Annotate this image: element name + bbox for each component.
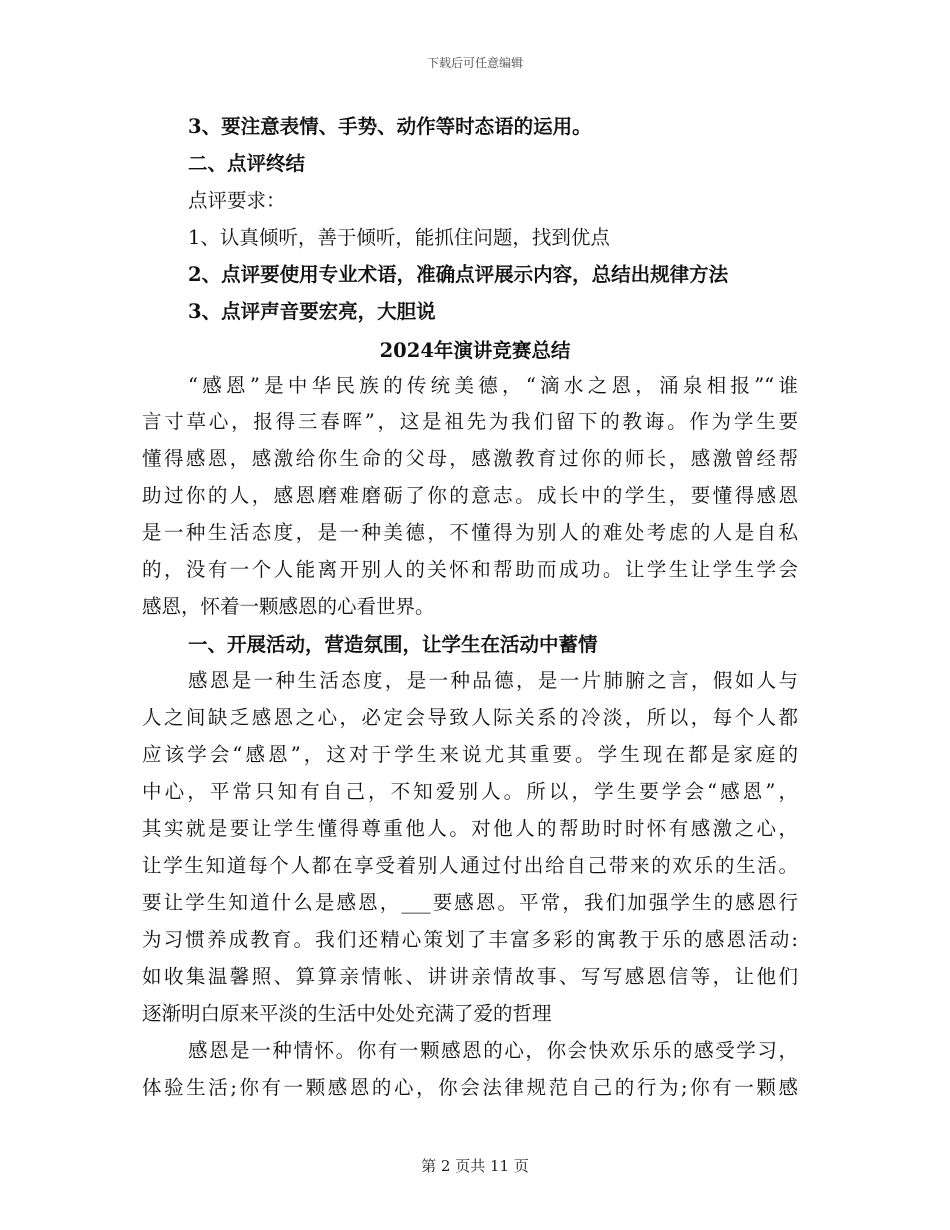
paragraph-line: “感恩”是中华民族的传统美德，“滴水之恩，涌泉相报”“谁 <box>188 374 798 397</box>
paragraph-line: 言寸草心，报得三春晖”，这是祖先为我们留下的教诲。作为学生要 <box>142 410 798 433</box>
paragraph-line: 人之间缺乏感恩之心，必定会导致人际关系的冷淡，所以，每个人都 <box>142 706 798 729</box>
paragraph-line: 应该学会“感恩”，这对于学生来说尤其重要。学生现在都是家庭的 <box>142 743 798 766</box>
page-header: 下载后可任意编辑 <box>426 56 523 70</box>
paragraph-line: 体验生活;你有一颗感恩的心，你会法律规范自己的行为;你有一颗感 <box>142 1076 798 1099</box>
paragraph-line: 中心，平常只知有自己，不知爱别人。所以，学生要学会“感恩”， <box>142 780 798 803</box>
page-footer: 第 2 页共 11 页 <box>421 1157 529 1175</box>
paragraph-line: 感恩是一种生活态度，是一种品德，是一片肺腑之言，假如人与 <box>188 669 798 692</box>
paragraph-line: 让学生知道每个人都在享受着别人通过付出给自己带来的欢乐的生活。 <box>142 854 798 877</box>
paragraph-line: 如收集温馨照、算算亲情帐、讲讲亲情故事、写写感恩信等，让他们 <box>142 965 798 988</box>
paragraph-line: 是一种生活态度，是一种美德，不懂得为别人的难处考虑的人是自私 <box>142 521 798 544</box>
list-item: 1、认真倾听，善于倾听，能抓住问题，找到优点 <box>188 226 610 249</box>
section-heading: 一、开展活动，营造氛围，让学生在活动中蓄情 <box>188 633 598 656</box>
paragraph-line: 为习惯养成教育。我们还精心策划了丰富多彩的寓教于乐的感恩活动: <box>142 928 798 951</box>
paragraph-line: 懂得感恩，感激给你生命的父母，感激教育过你的师长，感激曾经帮 <box>142 447 798 470</box>
paragraph-line: 感恩，怀着一颗感恩的心看世界。 <box>142 595 435 618</box>
list-item: 2、点评要使用专业术语，准确点评展示内容，总结出规律方法 <box>188 263 729 286</box>
list-item: 3、点评声音要宏亮，大胆说 <box>188 300 436 323</box>
paragraph-line: 助过你的人，感恩磨难磨砺了你的意志。成长中的学生，要懂得感恩 <box>142 484 798 507</box>
list-item: 3、要注意表情、手势、动作等时态语的运用。 <box>188 115 592 138</box>
document-title: 2024年演讲竞赛总结 <box>379 339 571 362</box>
paragraph-line: 点评要求： <box>188 189 286 212</box>
paragraph-line: 的，没有一个人能离开别人的关怀和帮助而成功。让学生让学生学会 <box>142 558 798 581</box>
paragraph-line: 感恩是一种情怀。你有一颗感恩的心，你会快欢乐乐的感受学习， <box>188 1039 798 1062</box>
paragraph-line: 要让学生知道什么是感恩，___要感恩。平常，我们加强学生的感恩行 <box>142 891 798 914</box>
paragraph-line: 其实就是要让学生懂得尊重他人。对他人的帮助时时怀有感激之心， <box>142 817 798 840</box>
section-heading: 二、点评终结 <box>188 152 306 175</box>
paragraph-line: 逐渐明白原来平淡的生活中处处充满了爱的哲理 <box>142 1002 552 1025</box>
